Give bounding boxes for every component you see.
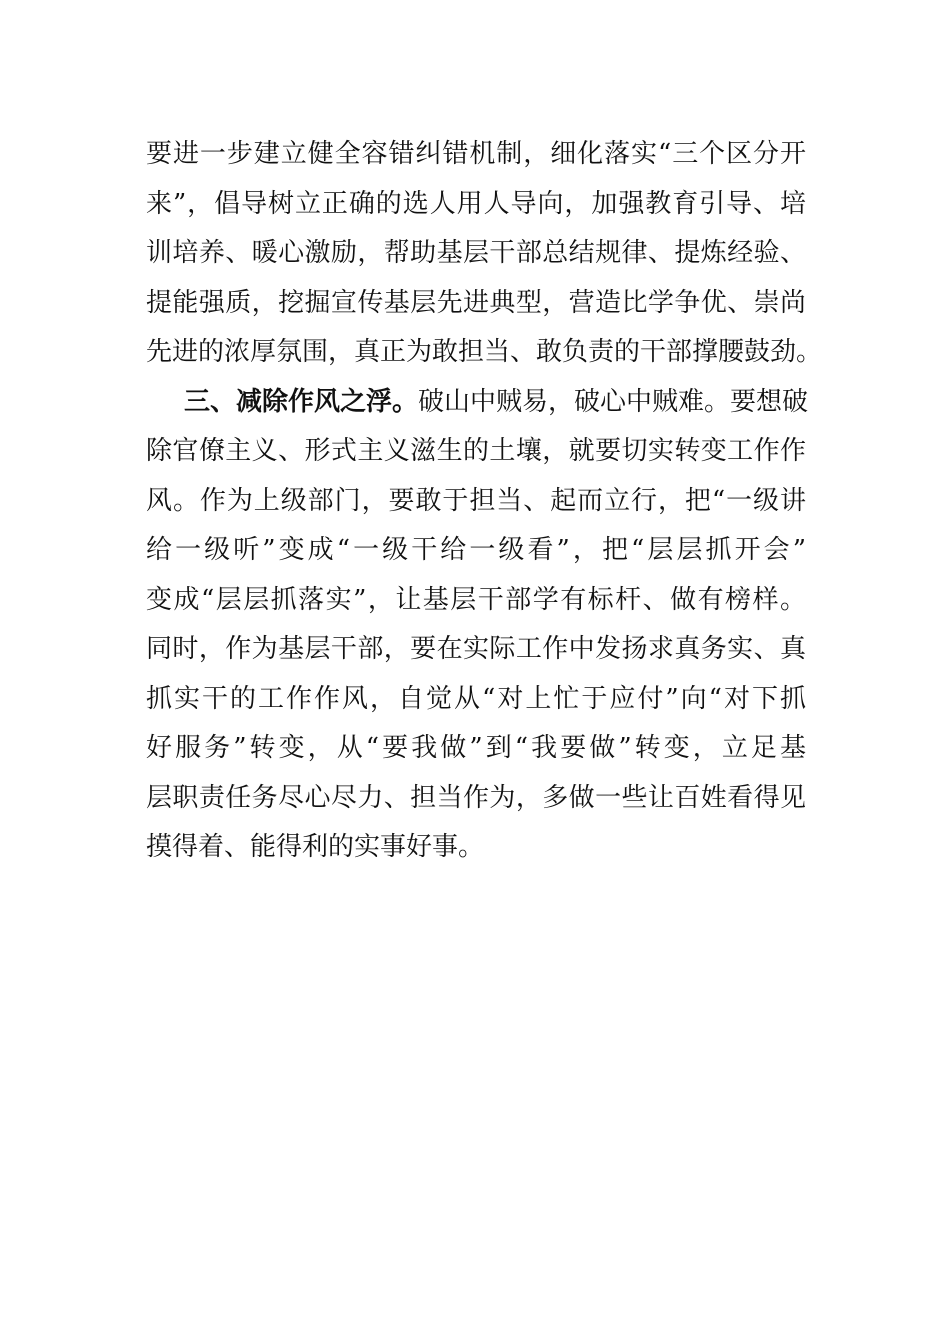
- section-3-line: 变成“层层抓落实”，让基层干部学有标杆、做有榜样。: [146, 584, 806, 615]
- section-3-line: 层职责任务尽心尽力、担当作为，多做一些让百姓看得见: [146, 782, 806, 813]
- section-3-heading: 三、减除作风之浮。: [184, 386, 419, 417]
- section-3-line: 摸得着、能得利的实事好事。: [146, 832, 485, 862]
- section-3-paragraph: [146, 378, 809, 873]
- paragraph-1-line: 要进一步建立健全容错纠错机制，细化落实“三个区分开: [146, 139, 806, 169]
- paragraph-1-line: 提能强质，挖掘宣传基层先进典型，营造比学争优、崇尚: [146, 287, 806, 318]
- section-3-line: 除官僚主义、形式主义滋生的土壤，就要切实转变工作作: [146, 436, 806, 466]
- paragraph-1-line: 先进的浓厚氛围，真正为敢担当、敢负责的干部撑腰鼓劲。: [146, 337, 823, 367]
- paragraph-1: [146, 130, 823, 378]
- paragraph-1-line: 训培养、暖心激励，帮助基层干部总结规律、提炼经验、: [146, 238, 806, 268]
- paragraph-1-line: 来”，倡导树立正确的选人用人导向，加强教育引导、培: [146, 188, 806, 219]
- section-3-line: 给一级听”变成“一级干给一级看”，把“层层抓开会”: [146, 535, 806, 565]
- section-3-first-line: [146, 378, 809, 428]
- section-3-line: 抓实干的工作作风，自觉从“对上忙于应付”向“对下抓: [146, 683, 806, 714]
- document-body: [146, 130, 823, 873]
- section-3-line: 好服务”转变，从“要我做”到“我要做”转变，立足基: [146, 733, 806, 763]
- section-3-line: 风。作为上级部门，要敢于担当、起而立行，把“一级讲: [146, 485, 806, 516]
- section-3-first-line-text: 破山中贼易，破心中贼难。要想破: [418, 386, 809, 417]
- section-3-line: 同时，作为基层干部，要在实际工作中发扬求真务实、真: [146, 634, 806, 664]
